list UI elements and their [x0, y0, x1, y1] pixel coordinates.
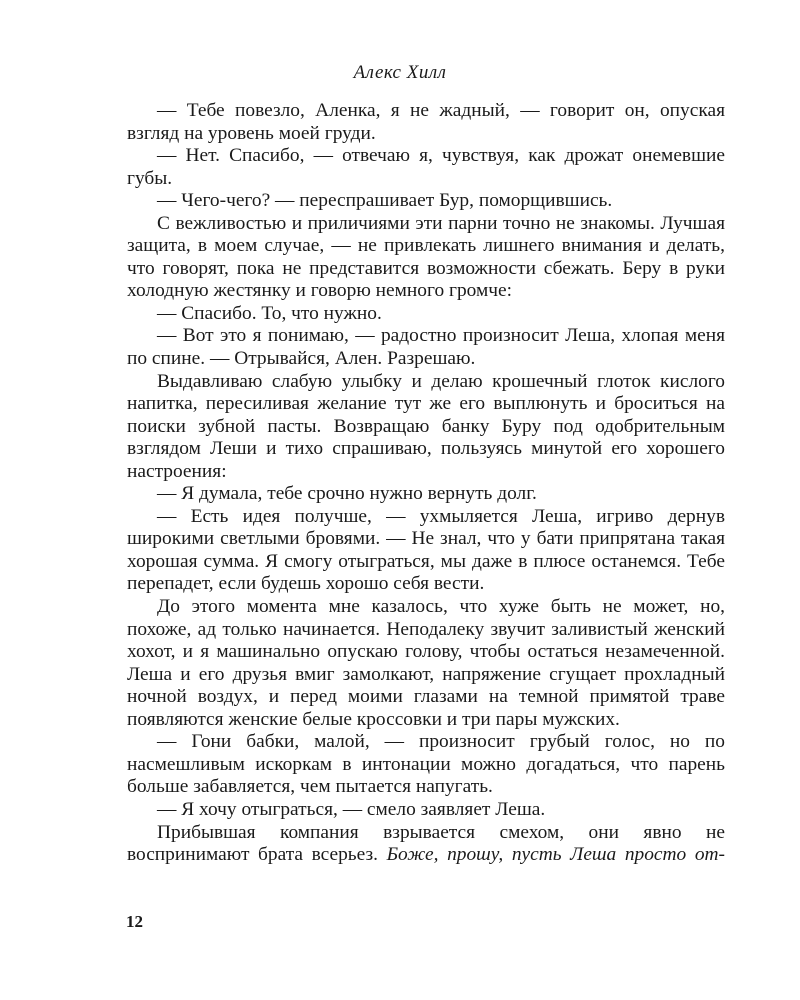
- paragraph-continued: [127, 822, 725, 867]
- paragraph: — Гони бабки, малой, — произносит грубый голос, но по насмешливым искоркам в интонации можно догадаться, что парень больше забавляется, чем пытается напугать.: [127, 731, 725, 798]
- paragraph: Выдавливаю слабую улыбку и делаю крошечный глоток кислого напитка, пересиливая желание тут же его выплюнуть и броситься на поиски зубной пасты. Возвращаю банку Буру под одобрительным взглядом Леши и тихо спрашиваю, пользуясь минутой его хорошего настроения:: [127, 370, 725, 482]
- paragraph: До этого момента мне казалось, что хуже быть не может, но, похоже, ад только начинается. Неподалеку звучит заливистый женский хохот, и я машинально опускаю голову, чтобы остаться незамеченной. Леша и его друзья вмиг замолкают, напряжение сгущает прохладный ночной воздух, и перед моими глазами на темной примятой траве появляются женские белые кроссовки и три пары мужских.: [127, 596, 725, 730]
- paragraph: — Я хочу отыграться, — смело заявляет Леша.: [157, 798, 546, 820]
- paragraph: — Есть идея получше, — ухмыляется Леша, игриво дернув широкими светлыми бровями. — Не знал, что у бати припрятана такая хорошая сумма. Я смогу отыграться, мы даже в плюсе останемся. Тебе перепадет, если будешь хорошо себя вести.: [127, 505, 725, 595]
- paragraph-text: Прибывшая компания взрывается смехом, они явно не воспринимают брата всерьез.: [127, 821, 725, 866]
- paragraph: — Я думала, тебе срочно нужно вернуть долг.: [157, 483, 537, 505]
- paragraph: С вежливостью и приличиями эти парни точно не знакомы. Лучшая защита, в моем случае, — не привлекать лишнего внимания и делать, что говорят, пока не представится возможности сбежать. Беру в руки холодную жестянку и говорю немного громче:: [127, 212, 725, 302]
- paragraph: — Вот это я понимаю, — радостно произносит Леша, хлопая меня по спине. — Отрывайся, Ален. Разрешаю.: [127, 325, 725, 370]
- paragraph: — Тебе повезло, Аленка, я не жадный, — говорит он, опуская взгляд на уровень моей груди.: [127, 100, 725, 144]
- paragraph: — Нет. Спасибо, — отвечаю я, чувствуя, как дрожат онемевшие губы.: [127, 145, 725, 189]
- running-header: Алекс Хилл: [353, 62, 447, 83]
- body-text: [127, 100, 725, 867]
- italic-thought: Боже, прошу, пусть Леша просто от-: [386, 844, 725, 866]
- paragraph: — Спасибо. То, что нужно.: [157, 302, 382, 324]
- page-number: 12: [126, 912, 143, 931]
- paragraph: — Чего-чего? — переспрашивает Бур, поморщившись.: [157, 190, 613, 212]
